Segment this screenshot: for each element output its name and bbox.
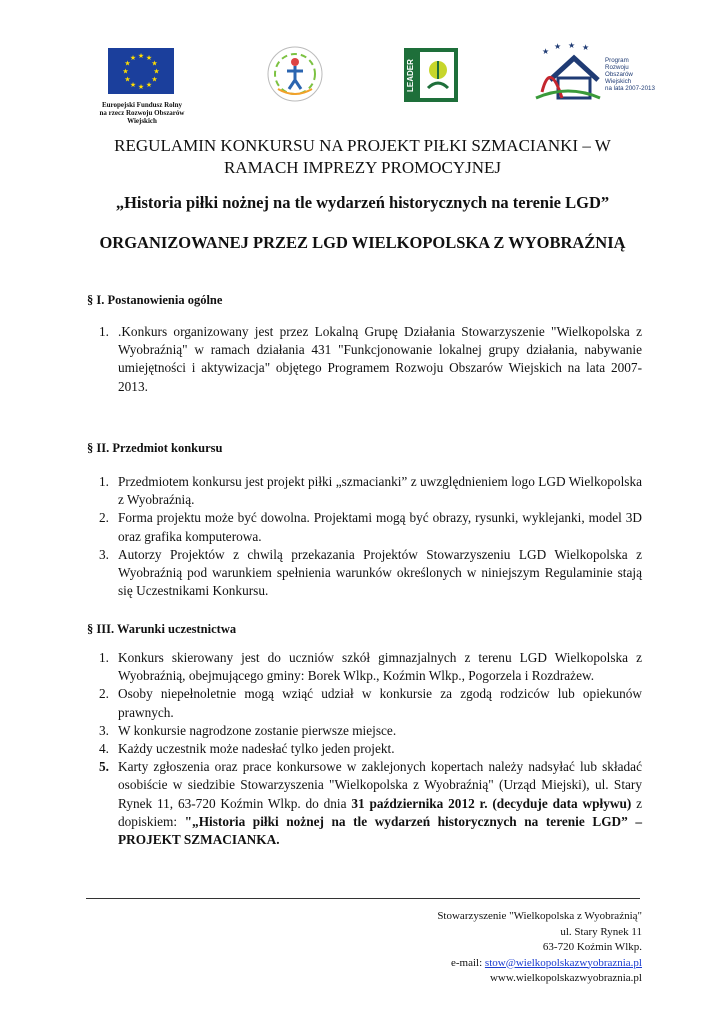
item-text: Przedmiotem konkursu jest projekt piłki „szmacianki” z uwzględnieniem logo LGD Wielkopolska z Wyobraźnią. — [118, 474, 642, 508]
section3-list — [88, 649, 642, 849]
svg-text:★: ★ — [124, 75, 131, 84]
svg-text:★: ★ — [153, 67, 160, 76]
title-line1: REGULAMIN KONKURSU NA PROJEKT PIŁKI SZMACIANKI – W — [114, 136, 611, 155]
leader-logo — [404, 48, 458, 102]
list-item — [88, 649, 642, 685]
document-title — [60, 135, 665, 179]
prow-line2: Rozwoju — [605, 64, 629, 71]
svg-text:★: ★ — [554, 42, 562, 51]
svg-text:★: ★ — [145, 81, 153, 89]
eu-caption-line2: na rzecz Rozwoju Obszarów Wiejskich — [99, 109, 185, 125]
item-text: z dopiskiem: — [118, 795, 642, 829]
svg-text:★: ★ — [122, 67, 129, 76]
document-subtitle: „Historia piłki nożnej na tle wydarzeń historycznych na terenie LGD” — [115, 193, 610, 212]
item-number: 1. — [99, 650, 109, 665]
section1-list — [88, 323, 642, 396]
footer-city: 63-720 Koźmin Wlkp. — [542, 941, 642, 953]
footer-website: www.wielkopolskazwyobraznia.pl — [489, 972, 642, 984]
eu-stars-icon — [108, 48, 174, 94]
organizer-heading: ORGANIZOWANEJ PRZEZ LGD WIELKOPOLSKA Z WYOBRAŹNIĄ — [99, 233, 626, 252]
item-text: W konkursie nagrodzone zostanie pierwsze miejsce. — [118, 722, 397, 738]
item-number: 3. — [99, 546, 109, 562]
svg-text:★: ★ — [137, 52, 145, 60]
item-text: Osoby niepełnoletnie mogą wziąć udział w konkursie za zgodą rodziców lub opiekunów prawnych. — [118, 686, 642, 720]
item-text: Karty zgłoszenia oraz prace konkursowe w zaklejonych kopertach należy nadsyłać lub składać osobiście w siedzibie Stowarzyszenia "Wielkopolska z Wyobraźnią" (Urząd Miejski), ul. Stary Rynek 11, 63-720 Koźmin Wlkp. do dnia — [118, 759, 642, 811]
svg-text:★: ★ — [542, 47, 550, 56]
item-number: 5. — [99, 759, 109, 775]
eu-caption-line1: Europejski Fundusz Rolny — [101, 101, 182, 109]
lgd-logo — [266, 45, 324, 103]
svg-text:★: ★ — [151, 75, 158, 84]
eu-flag-logo — [108, 48, 174, 94]
list-item — [88, 323, 642, 396]
section2-list — [88, 473, 642, 600]
list-item — [88, 473, 642, 509]
item-number: 3. — [99, 722, 109, 738]
envelope-note: "„Historia piłki nożnej na tle wydarzeń historycznych na terenie LGD” – PROJEKT SZMACIANKA. — [118, 813, 642, 848]
list-item — [88, 546, 642, 601]
prow-line4: Wiejskich — [605, 78, 632, 85]
prow-text — [605, 57, 655, 92]
footer-address — [437, 909, 642, 987]
svg-text:★: ★ — [582, 43, 590, 52]
footer-divider — [86, 898, 640, 899]
email-link[interactable]: stow@wielkopolskazwyobraznia.pl — [484, 956, 642, 969]
section1-heading: § I. Postanowienia ogólne — [87, 293, 223, 307]
logos-header — [0, 0, 725, 130]
item-text: Konkurs skierowany jest do uczniów szkół gimnazjalnych z terenu LGD Wielkopolska z Wyobraźnią, obejmującego gminy: Borek Wlkp., Koźmin Wlkp., Pogorzela i Rozdrażew. — [118, 650, 642, 684]
item-number: 2. — [99, 686, 109, 702]
item-number: 1. — [99, 474, 109, 489]
item-text: Forma projektu może być dowolna. Projektami mogą być obrazy, rysunki, wyklejanki, model 3D oraz grafika komputerowa. — [118, 510, 642, 544]
item-number: 1. — [99, 324, 109, 339]
item-text: Każdy uczestnik może nadesłać tylko jeden projekt. — [118, 741, 395, 757]
svg-text:★: ★ — [151, 59, 158, 68]
footer-street: ul. Stary Rynek 11 — [560, 925, 642, 938]
list-item — [88, 740, 642, 758]
title-line2: RAMACH IMPREZY PROMOCYJNEJ — [223, 158, 502, 177]
lgd-figure-icon — [266, 45, 324, 103]
leader-icon — [404, 48, 458, 102]
footer-org-name: Stowarzyszenie "Wielkopolska z Wyobraźnią" — [437, 910, 642, 922]
list-item — [88, 758, 642, 849]
item-text: Autorzy Projektów z chwilą przekazania Projektów Stowarzyszeniu LGD Wielkopolska z Wyobraźnią pod warunkiem spełnienia warunków określonych w niniejszym Regulaminie stają się Uczestnikami Konkursu. — [118, 546, 642, 599]
prow-line3: Obszarów — [605, 71, 633, 78]
svg-text:★: ★ — [568, 41, 576, 50]
section3-heading: § III. Warunki uczestnictwa — [87, 622, 237, 636]
item-number: 2. — [99, 510, 109, 526]
prow-line1: Program — [605, 57, 629, 64]
email-label: e-mail: — [451, 956, 485, 969]
deadline-text: 31 października 2012 r. (decyduje data wpływu) — [351, 795, 632, 811]
svg-text:★: ★ — [124, 59, 131, 68]
footer-email-line — [437, 956, 642, 972]
svg-text:★: ★ — [129, 54, 137, 62]
eu-caption — [84, 101, 200, 125]
list-item — [88, 685, 642, 721]
prow-line5: na lata 2007-2013 — [605, 85, 655, 92]
svg-text:★: ★ — [145, 54, 153, 62]
list-item — [88, 722, 642, 740]
item-text: .Konkurs organizowany jest przez Lokalną Grupę Działania Stowarzyszenie "Wielkopolska z Wyobraźnią" w ramach działania 431 "Funkcjonowanie lokalnej grupy działania, nabywanie umiejętności i aktywizacja" objętego Programem Rozwoju Obszarów Wiejskich na lata 2007-2013. — [118, 324, 642, 394]
svg-text:LEADER: LEADER — [406, 59, 415, 92]
list-item — [88, 509, 642, 545]
svg-text:★: ★ — [129, 81, 137, 89]
section2-heading: § II. Przedmiot konkursu — [87, 441, 223, 455]
svg-text:★: ★ — [137, 83, 145, 91]
item-number: 4. — [99, 741, 109, 757]
